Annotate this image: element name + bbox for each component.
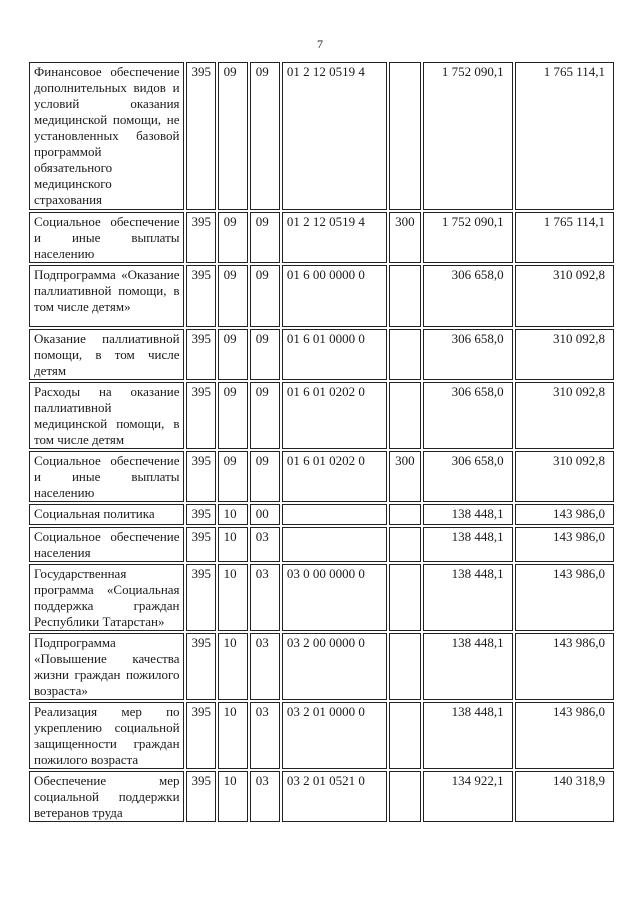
ministry-code-cell: 395 <box>186 62 216 210</box>
row-name-cell: Социальное обеспечение населения <box>29 527 184 562</box>
table-row <box>29 633 614 700</box>
target-article-cell: 01 6 00 0000 0 <box>282 265 387 327</box>
ministry-code-cell: 395 <box>186 771 216 822</box>
row-name-cell: Подпрограмма «Оказание паллиативной помощи, в том числе детям» <box>29 265 184 327</box>
section-code-cell: 10 <box>218 771 248 822</box>
expense-type-cell <box>389 382 421 449</box>
expense-type-cell <box>389 265 421 327</box>
ministry-code-cell: 395 <box>186 702 216 769</box>
expense-type-cell: 300 <box>389 212 421 263</box>
amount-year-2-cell: 143 986,0 <box>515 504 614 525</box>
subsection-code-cell: 03 <box>250 564 280 631</box>
subsection-code-cell: 00 <box>250 504 280 525</box>
target-article-cell: 03 0 00 0000 0 <box>282 564 387 631</box>
row-name-cell: Реализация мер по укреплению социальной защищенности граждан пожилого возраста <box>29 702 184 769</box>
subsection-code-cell: 03 <box>250 702 280 769</box>
amount-year-2-cell: 310 092,8 <box>515 451 614 502</box>
expense-type-cell <box>389 62 421 210</box>
amount-year-2-cell: 310 092,8 <box>515 265 614 327</box>
table-row <box>29 329 614 380</box>
amount-year-1-cell: 138 448,1 <box>423 564 512 631</box>
amount-year-1-cell: 306 658,0 <box>423 329 512 380</box>
section-code-cell: 10 <box>218 702 248 769</box>
table-row <box>29 702 614 769</box>
expense-type-cell <box>389 702 421 769</box>
subsection-code-cell: 09 <box>250 62 280 210</box>
ministry-code-cell: 395 <box>186 329 216 380</box>
row-name-cell: Подпрограмма «Повышение качества жизни граждан пожилого возраста» <box>29 633 184 700</box>
ministry-code-cell: 395 <box>186 382 216 449</box>
row-name-cell: Государственная программа «Социальная поддержка граждан Республики Татарстан» <box>29 564 184 631</box>
table-row <box>29 265 614 327</box>
target-article-cell: 03 2 01 0521 0 <box>282 771 387 822</box>
expense-type-cell <box>389 564 421 631</box>
target-article-cell: 01 2 12 0519 4 <box>282 62 387 210</box>
row-name-cell: Социальное обеспечение и иные выплаты населению <box>29 451 184 502</box>
amount-year-1-cell: 306 658,0 <box>423 382 512 449</box>
table-row <box>29 564 614 631</box>
subsection-code-cell: 03 <box>250 633 280 700</box>
expense-type-cell <box>389 771 421 822</box>
ministry-code-cell: 395 <box>186 504 216 525</box>
table-row <box>29 451 614 502</box>
amount-year-1-cell: 138 448,1 <box>423 504 512 525</box>
page-number: 7 <box>317 37 323 51</box>
subsection-code-cell: 03 <box>250 771 280 822</box>
row-name-cell: Социальное обеспечение и иные выплаты населению <box>29 212 184 263</box>
target-article-cell: 03 2 01 0000 0 <box>282 702 387 769</box>
amount-year-2-cell: 143 986,0 <box>515 527 614 562</box>
section-code-cell: 09 <box>218 212 248 263</box>
subsection-code-cell: 09 <box>250 212 280 263</box>
amount-year-1-cell: 1 752 090,1 <box>423 62 512 210</box>
ministry-code-cell: 395 <box>186 451 216 502</box>
table-row <box>29 212 614 263</box>
amount-year-2-cell: 143 986,0 <box>515 702 614 769</box>
section-code-cell: 09 <box>218 265 248 327</box>
section-code-cell: 10 <box>218 504 248 525</box>
budget-table <box>27 60 616 824</box>
section-code-cell: 10 <box>218 564 248 631</box>
section-code-cell: 09 <box>218 62 248 210</box>
amount-year-2-cell: 310 092,8 <box>515 329 614 380</box>
table-row <box>29 504 614 525</box>
target-article-cell: 03 2 00 0000 0 <box>282 633 387 700</box>
table-row <box>29 62 614 210</box>
amount-year-1-cell: 306 658,0 <box>423 451 512 502</box>
expense-type-cell <box>389 527 421 562</box>
amount-year-2-cell: 1 765 114,1 <box>515 62 614 210</box>
target-article-cell <box>282 527 387 562</box>
amount-year-1-cell: 138 448,1 <box>423 527 512 562</box>
row-name-cell: Социальная политика <box>29 504 184 525</box>
amount-year-2-cell: 310 092,8 <box>515 382 614 449</box>
subsection-code-cell: 03 <box>250 527 280 562</box>
amount-year-2-cell: 143 986,0 <box>515 633 614 700</box>
amount-year-2-cell: 140 318,9 <box>515 771 614 822</box>
amount-year-2-cell: 143 986,0 <box>515 564 614 631</box>
section-code-cell: 09 <box>218 451 248 502</box>
subsection-code-cell: 09 <box>250 382 280 449</box>
amount-year-1-cell: 1 752 090,1 <box>423 212 512 263</box>
subsection-code-cell: 09 <box>250 329 280 380</box>
row-name-cell: Финансовое обеспечение дополнительных видов и условий оказания медицинской помощи, не установленных базовой программой обязательного медицинского страхования <box>29 62 184 210</box>
ministry-code-cell: 395 <box>186 265 216 327</box>
ministry-code-cell: 395 <box>186 633 216 700</box>
amount-year-2-cell: 1 765 114,1 <box>515 212 614 263</box>
table-row <box>29 527 614 562</box>
target-article-cell: 01 2 12 0519 4 <box>282 212 387 263</box>
amount-year-1-cell: 306 658,0 <box>423 265 512 327</box>
section-code-cell: 09 <box>218 382 248 449</box>
ministry-code-cell: 395 <box>186 564 216 631</box>
subsection-code-cell: 09 <box>250 451 280 502</box>
subsection-code-cell: 09 <box>250 265 280 327</box>
table-row <box>29 382 614 449</box>
amount-year-1-cell: 138 448,1 <box>423 633 512 700</box>
ministry-code-cell: 395 <box>186 212 216 263</box>
expense-type-cell <box>389 504 421 525</box>
row-name-cell: Расходы на оказание паллиативной медицинской помощи, в том числе детям <box>29 382 184 449</box>
amount-year-1-cell: 134 922,1 <box>423 771 512 822</box>
row-name-cell: Оказание паллиативной помощи, в том числе детям <box>29 329 184 380</box>
section-code-cell: 09 <box>218 329 248 380</box>
section-code-cell: 10 <box>218 527 248 562</box>
target-article-cell: 01 6 01 0202 0 <box>282 382 387 449</box>
expense-type-cell: 300 <box>389 451 421 502</box>
target-article-cell: 01 6 01 0000 0 <box>282 329 387 380</box>
table-row <box>29 771 614 822</box>
row-name-cell: Обеспечение мер социальной поддержки ветеранов труда <box>29 771 184 822</box>
target-article-cell: 01 6 01 0202 0 <box>282 451 387 502</box>
expense-type-cell <box>389 633 421 700</box>
ministry-code-cell: 395 <box>186 527 216 562</box>
expense-type-cell <box>389 329 421 380</box>
target-article-cell <box>282 504 387 525</box>
amount-year-1-cell: 138 448,1 <box>423 702 512 769</box>
section-code-cell: 10 <box>218 633 248 700</box>
